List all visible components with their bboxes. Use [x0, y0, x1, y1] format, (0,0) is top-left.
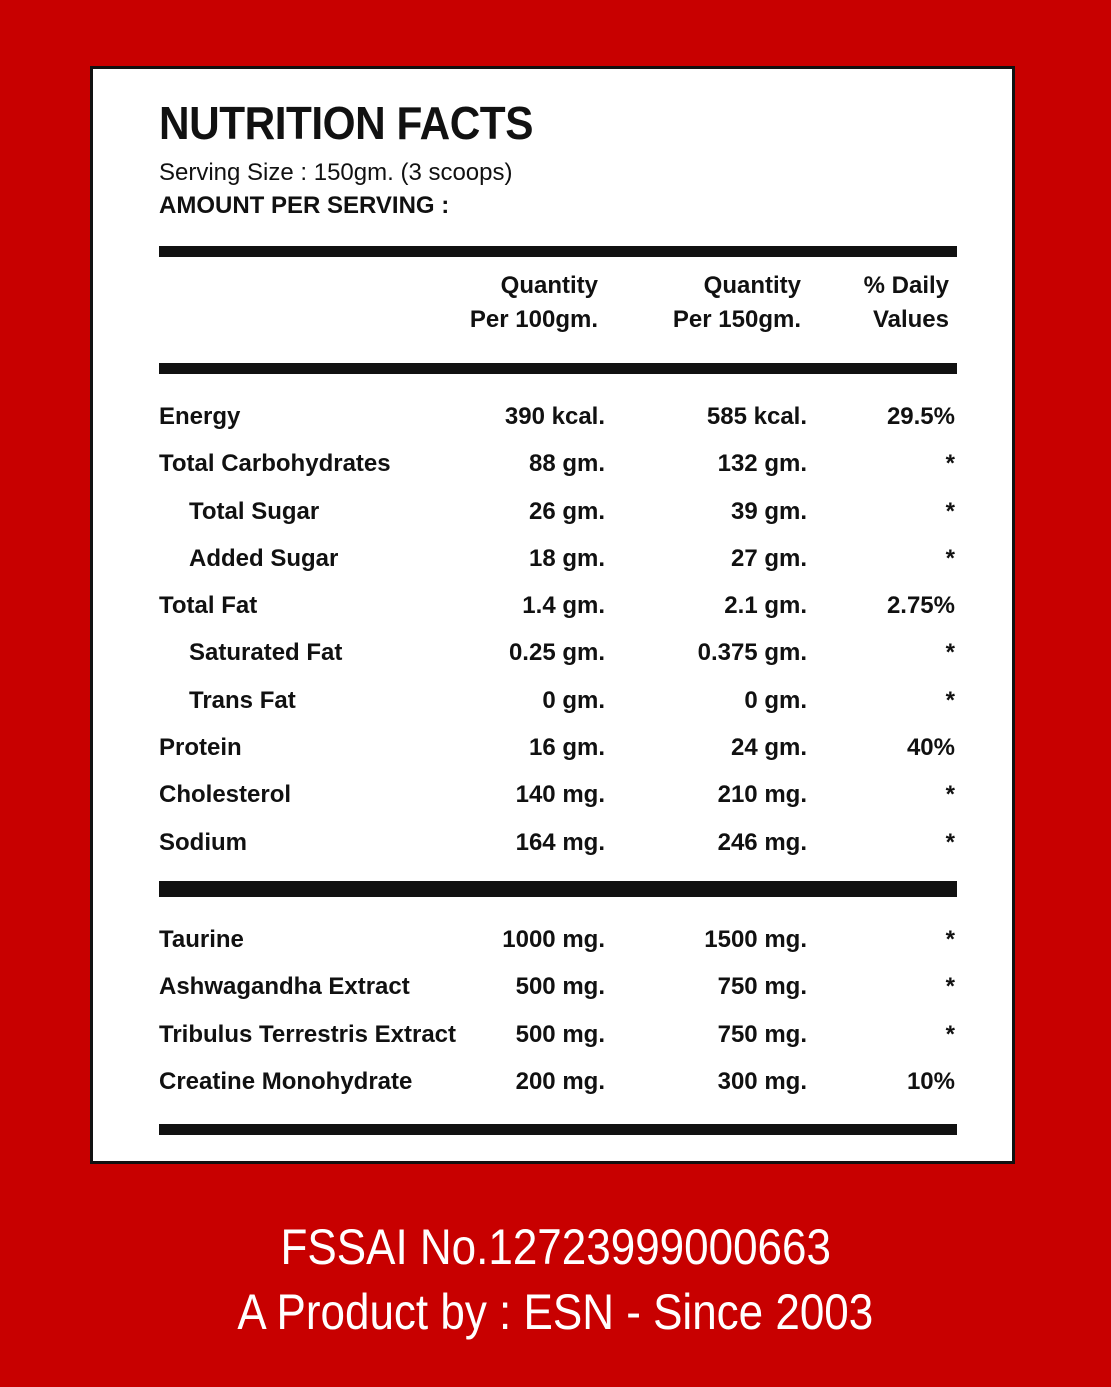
divider-bottom — [159, 1124, 957, 1135]
per-100-value: 200 mg. — [515, 1067, 605, 1095]
per-150-value: 0.375 gm. — [697, 639, 807, 667]
additional-rows — [159, 916, 957, 1105]
per-150-value: 27 gm. — [730, 544, 807, 572]
nutrient-name: Total Fat — [159, 592, 258, 620]
nutrient-name: Saturated Fat — [189, 639, 343, 667]
per-100-value: 0 gm. — [542, 686, 605, 714]
table-row — [159, 629, 957, 676]
table-row — [159, 677, 957, 724]
table-row — [159, 393, 957, 440]
per-150-value: 39 gm. — [730, 497, 807, 525]
per-150-value: 24 gm. — [730, 734, 807, 762]
table-row — [159, 771, 957, 818]
daily-value: 10% — [906, 1067, 955, 1095]
serving-size: Serving Size : 150gm. (3 scoops) — [159, 159, 513, 186]
daily-value: * — [945, 828, 955, 856]
divider-thick — [159, 881, 957, 897]
per-100-value: 140 mg. — [515, 781, 605, 809]
per-100-value: 26 gm. — [528, 497, 605, 525]
daily-value: * — [945, 1020, 955, 1048]
daily-value: * — [945, 639, 955, 667]
brand-text: A Product by : ESN - Since 2003 — [237, 1284, 874, 1340]
fssai-number — [0, 1215, 1111, 1279]
amount-per-serving: AMOUNT PER SERVING : — [159, 192, 450, 219]
per-100-value: 16 gm. — [528, 734, 605, 762]
nutrient-name: Total Carbohydrates — [159, 450, 391, 478]
daily-value: * — [945, 450, 955, 478]
per-100-value: 164 mg. — [515, 828, 605, 856]
nutrient-name: Cholesterol — [159, 781, 292, 809]
per-150-value: 246 mg. — [717, 828, 807, 856]
nutrient-name: Sodium — [159, 828, 247, 856]
per-100-value: 1.4 gm. — [522, 592, 605, 620]
table-row — [159, 440, 957, 487]
per-150-value: 2.1 gm. — [724, 592, 807, 620]
nutrient-name: Protein — [159, 734, 242, 762]
nutrient-name: Added Sugar — [189, 544, 339, 572]
table-row — [159, 1011, 957, 1058]
per-100-value: 1000 mg. — [502, 926, 605, 953]
table-row — [159, 916, 957, 963]
daily-value: 40% — [906, 734, 955, 762]
column-header-daily-values — [864, 269, 949, 337]
per-100-value: 500 mg. — [515, 973, 605, 1001]
column-header-line: Per 100gm. — [469, 306, 598, 333]
column-header-line: Quantity — [703, 272, 801, 299]
ingredient-name: Taurine — [159, 926, 244, 953]
per-150-value: 1500 mg. — [704, 926, 807, 953]
nutrient-name: Total Sugar — [189, 497, 320, 525]
per-100-value: 0.25 gm. — [508, 639, 605, 667]
table-row — [159, 535, 957, 582]
ingredient-name: Tribulus Terrestris Extract — [159, 1020, 456, 1048]
column-header-line: Values — [872, 306, 949, 333]
table-row — [159, 963, 957, 1010]
column-header-per-100 — [470, 269, 598, 337]
nutrition-label — [90, 66, 1015, 1164]
per-150-value: 750 mg. — [717, 1020, 807, 1048]
per-100-value: 88 gm. — [528, 450, 605, 478]
daily-value: * — [945, 781, 955, 809]
daily-value: * — [945, 686, 955, 714]
divider-top — [159, 246, 957, 257]
column-header-line: Per 150gm. — [672, 306, 801, 333]
divider-header — [159, 363, 957, 374]
nutrient-rows — [159, 393, 957, 866]
column-header-per-150 — [673, 269, 801, 337]
table-row — [159, 724, 957, 771]
per-100-value: 390 kcal. — [504, 403, 605, 430]
per-150-value: 0 gm. — [744, 686, 807, 714]
per-100-value: 500 mg. — [515, 1020, 605, 1048]
per-150-value: 300 mg. — [717, 1067, 807, 1095]
nutrient-name: Trans Fat — [189, 686, 296, 714]
fssai-text: FSSAI No.12723999000663 — [280, 1219, 831, 1275]
table-row — [159, 582, 957, 629]
daily-value: 29.5% — [886, 403, 955, 430]
table-row — [159, 1058, 957, 1105]
daily-value: * — [945, 973, 955, 1001]
daily-value: * — [945, 544, 955, 572]
brand-line — [0, 1280, 1111, 1344]
label-title: NUTRITION FACTS — [159, 97, 533, 149]
column-header-line: % Daily — [863, 272, 949, 299]
per-150-value: 585 kcal. — [706, 403, 807, 430]
per-150-value: 210 mg. — [717, 781, 807, 809]
nutrient-name: Energy — [159, 403, 241, 430]
per-150-value: 750 mg. — [717, 973, 807, 1001]
daily-value: 2.75% — [886, 592, 955, 620]
table-row — [159, 488, 957, 535]
daily-value: * — [945, 497, 955, 525]
table-row — [159, 819, 957, 866]
ingredient-name: Creatine Monohydrate — [159, 1067, 413, 1095]
per-150-value: 132 gm. — [717, 450, 807, 478]
daily-value: * — [945, 926, 955, 953]
ingredient-name: Ashwagandha Extract — [159, 973, 410, 1001]
column-header-line: Quantity — [500, 272, 598, 299]
per-100-value: 18 gm. — [528, 544, 605, 572]
